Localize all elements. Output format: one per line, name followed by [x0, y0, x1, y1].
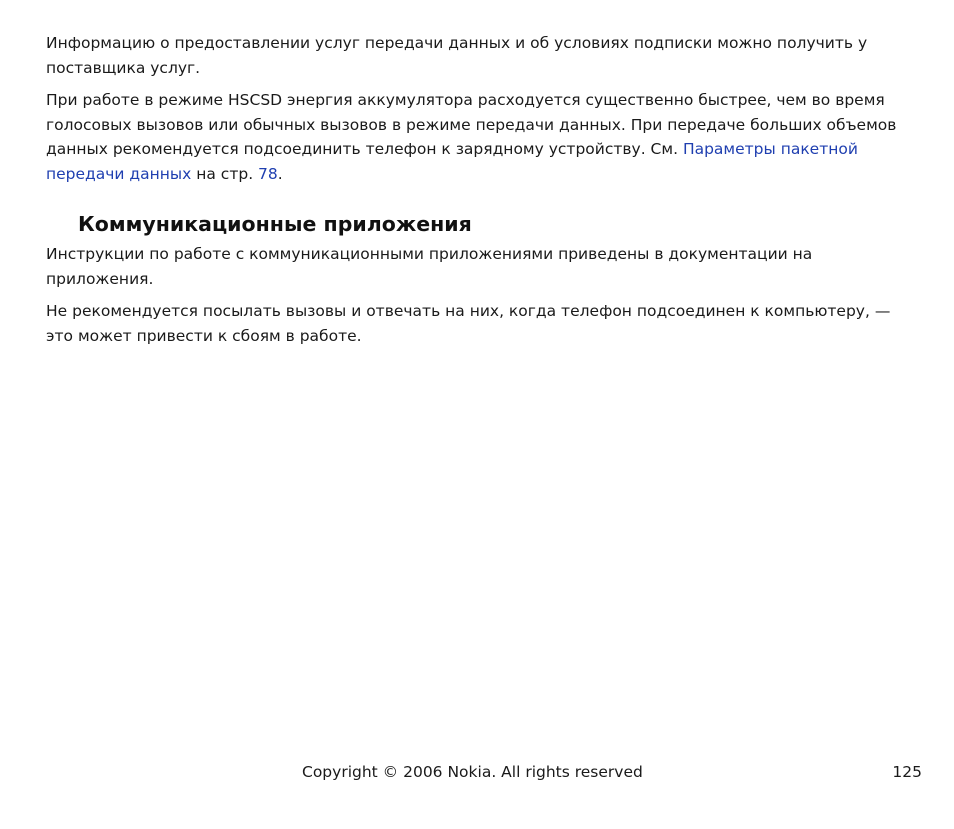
page-number: 125 — [892, 763, 922, 781]
paragraph-data-services-info: Информацию о предоставлении услуг передачи данных и об условиях подписки можно получить у поставщика услуг. — [46, 34, 868, 77]
copyright-notice: Copyright © 2006 Nokia. All rights reserved — [302, 763, 643, 781]
page-footer — [0, 760, 954, 784]
section-heading-communication-apps: Коммуникационные приложения — [78, 212, 472, 236]
paragraph-calls-warning: Не рекомендуется посылать вызовы и отвечать на них, когда телефон подсоединен к компьютеру, — это может привести к сбоям в работе. — [46, 302, 891, 345]
paragraph-apps-instructions: Инструкции по работе с коммуникационными приложениями приведены в документации на приложения. — [46, 245, 813, 288]
page-body — [46, 31, 914, 356]
hscsd-text: При работе в режиме HSCSD энергия аккумулятора расходуется существенно быстрее, чем во время голосовых вызовов или обычных вызовов в режиме передачи данных. При передаче больших объемов данных рекомендуется подсоединить телефон к зарядному устройству. См. — [46, 91, 897, 158]
sentence-end: . — [277, 164, 283, 183]
packet-data-settings-link[interactable]: Параметры пакетной передачи данных — [46, 140, 858, 183]
page-78-link[interactable]: 78 — [258, 164, 278, 183]
paragraph-hscsd-battery — [46, 88, 914, 186]
page-ref-text: на стр. — [191, 164, 259, 183]
